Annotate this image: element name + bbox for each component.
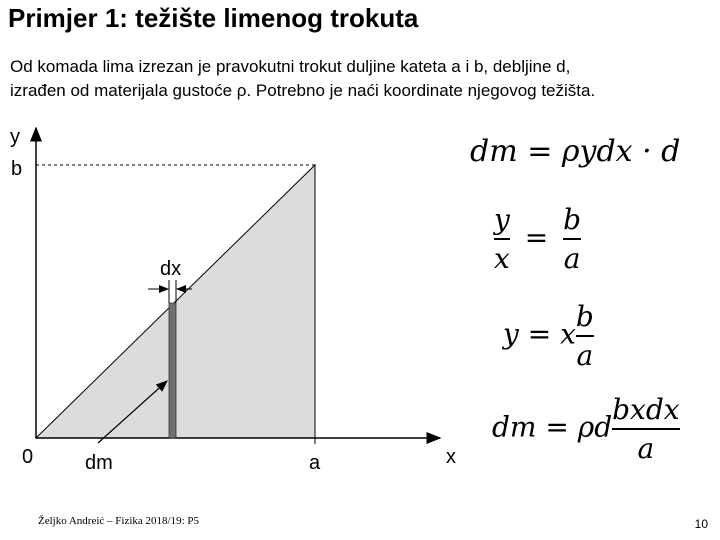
fraction-numerator: y [494, 203, 510, 236]
equation-similar-triangles [494, 203, 581, 275]
equals-sign: = [524, 220, 549, 254]
fraction-denominator: a [563, 242, 581, 275]
equation-lhs: dm = ρd [492, 410, 613, 444]
a-label: a [309, 452, 321, 474]
fraction-b-over-a [563, 203, 581, 275]
dx-label: dx [160, 258, 182, 280]
equation-dm-final [492, 393, 680, 465]
fraction-bxdx-over-a [612, 393, 679, 465]
slide-title: Primjer 1: težište limenog trokuta [8, 3, 419, 33]
fraction-denominator: a [576, 339, 594, 372]
fraction-denominator: x [494, 242, 510, 275]
equation-dm-density: dm = ρydx · d [470, 134, 681, 169]
fraction-bar [563, 238, 581, 240]
b-label: b [11, 158, 23, 180]
equation-y-of-x [503, 300, 594, 372]
origin-label: 0 [22, 446, 34, 468]
y-axis-label: y [10, 126, 20, 148]
page-number: 10 [694, 517, 708, 531]
fraction-b-over-a [576, 300, 594, 372]
intro-line-2: izrađen od materijala gustoće ρ. Potrebno je naći koordinate njegovog težišta. [10, 81, 596, 100]
intro-line-1: Od komada lima izrezan je pravokutni trokut duljine kateta a i b, debljine d, [10, 57, 571, 76]
fraction-numerator: b [575, 300, 594, 333]
equation-lhs: y = x [503, 317, 576, 351]
fraction-bar [612, 428, 679, 430]
fraction-denominator: a [637, 432, 655, 465]
fraction-numerator: b [563, 203, 582, 236]
footer-credit: Željko Andreić – Fizika 2018/19: P5 [38, 515, 200, 527]
dm-strip [169, 303, 176, 438]
fraction-bar [494, 238, 510, 240]
dm-label: dm [85, 452, 113, 474]
fraction-numerator: bxdx [612, 393, 680, 426]
fraction-y-over-x [494, 203, 510, 275]
x-axis-label: x [446, 446, 456, 468]
fraction-bar [576, 335, 594, 337]
